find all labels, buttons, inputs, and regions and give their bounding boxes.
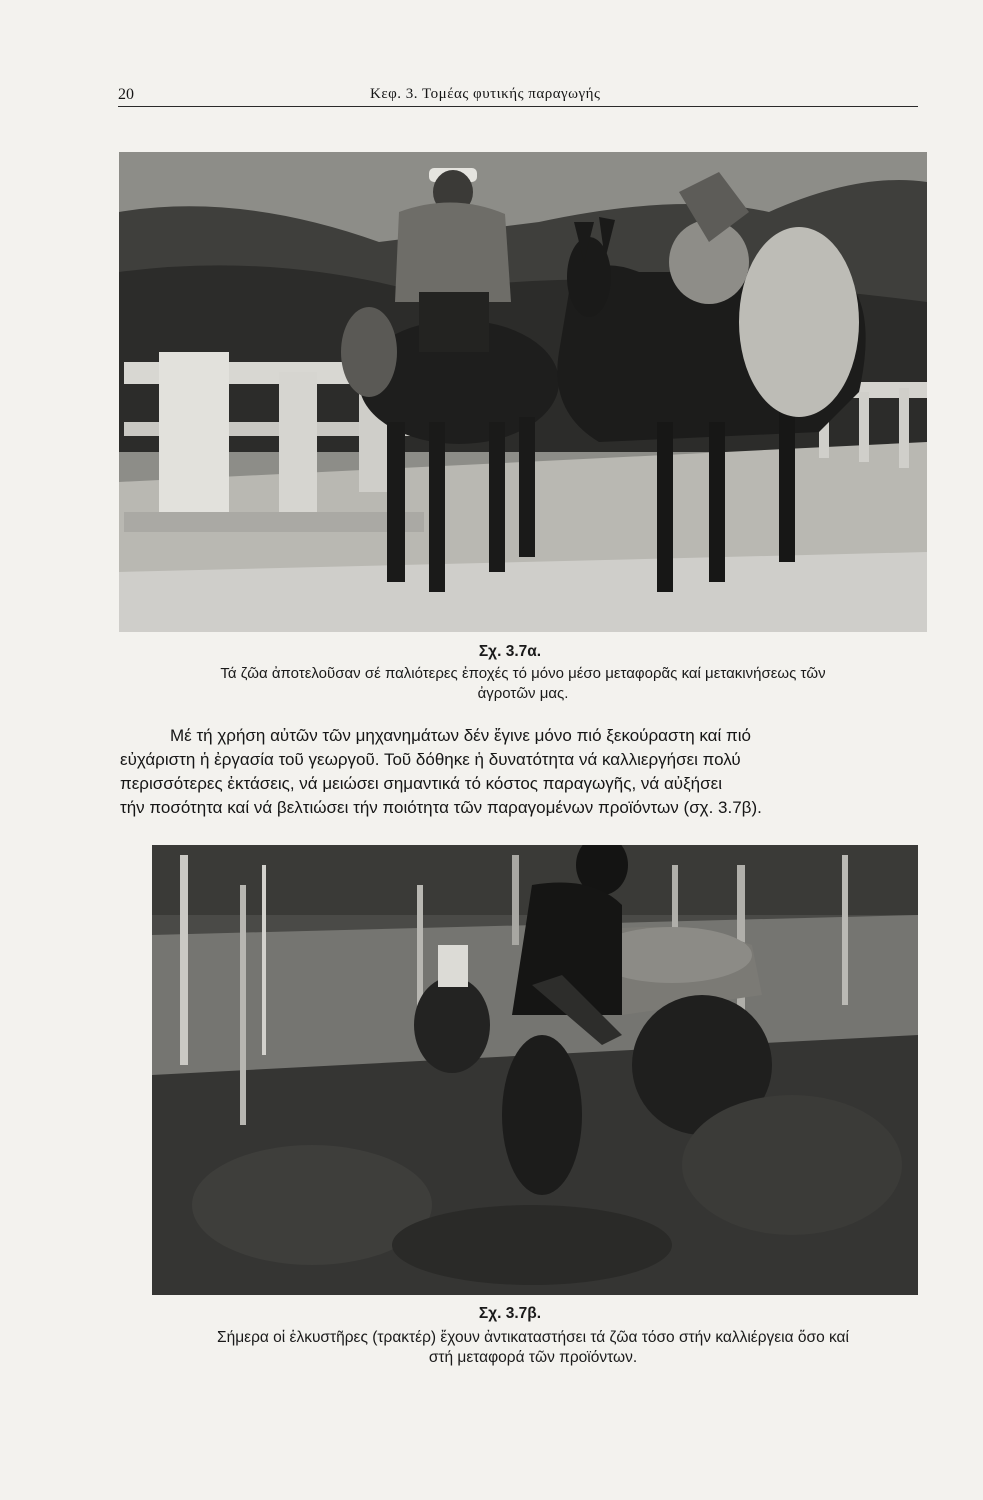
body-line: περισσότερες ἐκτάσεις, νά μειώσει σημαντικά τό κόστος παραγωγῆς, νά αὐξήσει: [120, 774, 722, 793]
body-line: Μέ τή χρήση αὐτῶν τῶν μηχανημάτων δέν ἔγινε μόνο πιό ξεκούραστη καί πιό: [170, 726, 751, 745]
figure-a-caption: [118, 664, 928, 704]
figure-b-caption-line: Σήμερα οἱ ἑλκυστῆρες (τρακτέρ) ἔχουν ἀντικαταστήσει τά ζῶα τόσο στήν καλλιέργεια ὅσο καί: [217, 1329, 849, 1346]
figure-a-caption-line: ἀγροτῶν μας.: [477, 685, 569, 702]
figure-b-caption-line: στή μεταφορά τῶν προϊόντων.: [428, 1349, 638, 1366]
figure-b-caption: [118, 1328, 948, 1368]
photo-a-illustration: [119, 152, 927, 632]
photo-tractor-plowing: [152, 845, 918, 1295]
figure-a-label: Σχ. 3.7α.: [478, 643, 542, 660]
body-line: εὐχάριστη ἡ ἐργασία τοῦ γεωργοῦ. Τοῦ δόθηκε ἡ δυνατότητα νά καλλιεργήσει πολύ: [120, 750, 741, 769]
page-number: 20: [118, 86, 134, 103]
figure-a-caption-line: Τά ζῶα ἀποτελοῦσαν σέ παλιότερες ἐποχές τό μόνο μέσο μεταφορᾶς καί μετακινήσεως τῶν: [220, 665, 826, 682]
body-paragraph: [120, 724, 940, 820]
running-head: Κεφ. 3. Τομέας φυτικής παραγωγής: [370, 86, 601, 102]
photo-farmer-with-mules: [119, 152, 927, 632]
page-header: [118, 86, 918, 107]
photo-b-illustration: [152, 845, 918, 1295]
figure-b-label: Σχ. 3.7β.: [478, 1305, 542, 1322]
body-line: τήν ποσότητα καί νά βελτιώσει τήν ποιότητα τῶν παραγομένων προϊόντων (σχ. 3.7β).: [120, 798, 762, 817]
